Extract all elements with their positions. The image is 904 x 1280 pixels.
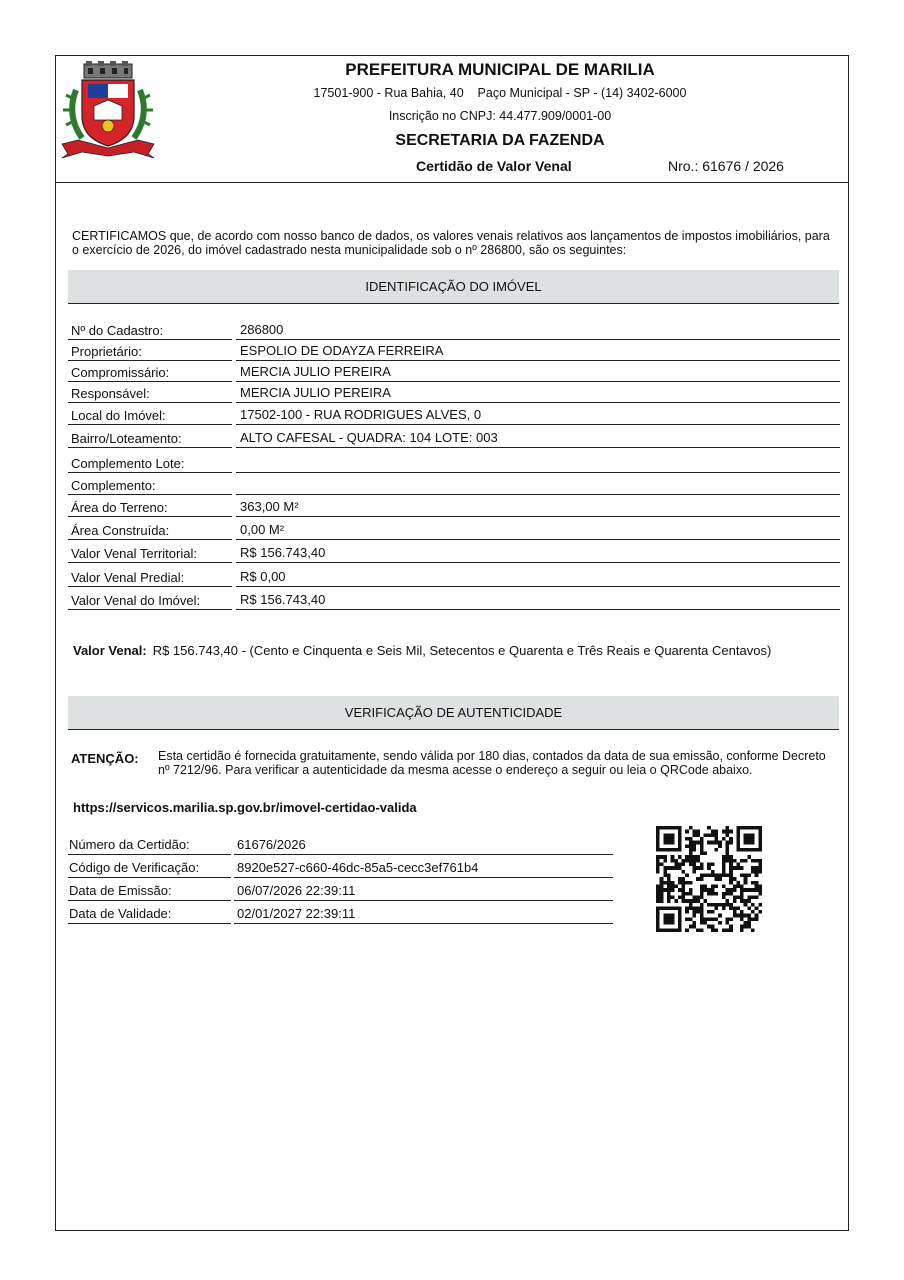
property-row (68, 473, 840, 495)
property-value: 17502-100 - RUA RODRIGUES ALVES, 0 (236, 405, 840, 425)
property-label: Bairro/Loteamento: (68, 428, 232, 448)
qr-code-icon[interactable] (656, 826, 762, 932)
verification-url[interactable]: https://servicos.marilia.sp.gov.br/imovel-certidao-valida (73, 800, 417, 815)
property-value: 363,00 M² (236, 497, 840, 517)
property-row (68, 339, 840, 361)
property-row (68, 426, 840, 448)
property-label: Área do Terreno: (68, 497, 232, 517)
property-label: Área Construída: (68, 520, 232, 540)
property-label: Complemento: (68, 475, 232, 495)
municipality-address: 17501-900 - Rua Bahia, 40 Paço Municipal - SP - (14) 3402-6000 (313, 86, 687, 100)
property-label: Compromissário: (68, 362, 232, 382)
property-value: MERCIA JULIO PEREIRA (236, 383, 840, 403)
secretaria-title: SECRETARIA DA FAZENDA (395, 132, 605, 149)
property-row (68, 451, 840, 473)
certificate-type: Certidão de Valor Venal (416, 158, 572, 174)
verification-value: 06/07/2026 22:39:11 (234, 881, 613, 901)
header-divider (55, 182, 849, 183)
property-row (68, 381, 840, 403)
property-label: Responsável: (68, 383, 232, 403)
property-value: R$ 0,00 (236, 567, 840, 587)
certificate-number: Nro.: 61676 / 2026 (668, 158, 784, 174)
valor-venal-line (73, 643, 771, 658)
verification-row (68, 856, 613, 878)
property-value: R$ 156.743,40 (236, 590, 840, 610)
property-label: Valor Venal Predial: (68, 567, 232, 587)
verification-row (68, 833, 613, 855)
verification-value: 02/01/2027 22:39:11 (234, 904, 613, 924)
property-row (68, 495, 840, 517)
property-label: Nº do Cadastro: (68, 320, 232, 340)
property-section-title: IDENTIFICAÇÃO DO IMÓVEL (68, 270, 839, 304)
municipality-cnpj: Inscrição no CNPJ: 44.477.909/0001-00 (388, 109, 612, 123)
property-value (236, 475, 840, 495)
property-row (68, 518, 840, 540)
verification-label: Código de Verificação: (68, 858, 231, 878)
property-row (68, 565, 840, 587)
property-row (68, 541, 840, 563)
property-label: Local do Imóvel: (68, 405, 232, 425)
property-value: ESPOLIO DE ODAYZA FERREIRA (236, 341, 840, 361)
valor-venal-text: R$ 156.743,40 - (Cento e Cinquenta e Seis Mil, Setecentos e Quarenta e Três Reais e Quarenta Centavos) (152, 643, 772, 658)
verification-label: Número da Certidão: (68, 835, 231, 855)
verification-row (68, 879, 613, 901)
property-label: Proprietário: (68, 341, 232, 361)
property-value: ALTO CAFESAL - QUADRA: 104 LOTE: 003 (236, 428, 840, 448)
verification-value: 8920e527-c660-46dc-85a5-cecc3ef761b4 (234, 858, 613, 878)
property-value (236, 453, 840, 473)
verification-label: Data de Emissão: (68, 881, 231, 901)
verification-value: 61676/2026 (234, 835, 613, 855)
property-value: 0,00 M² (236, 520, 840, 540)
property-row (68, 318, 840, 340)
verification-label: Data de Validade: (68, 904, 231, 924)
property-row (68, 588, 840, 610)
verification-row (68, 902, 613, 924)
intro-paragraph: CERTIFICAMOS que, de acordo com nosso banco de dados, os valores venais relativos aos lançamentos de impostos imobiliários, para o exercício de 2026, do imóvel cadastrado nesta municipalidade sob o nº 286800, são os seguintes: (72, 229, 830, 257)
property-label: Valor Venal do Imóvel: (68, 590, 232, 610)
property-label: Valor Venal Territorial: (68, 543, 232, 563)
attention-label: ATENÇÃO: (71, 751, 139, 766)
property-label: Complemento Lote: (68, 453, 232, 473)
municipality-title: PREFEITURA MUNICIPAL DE MARILIA (345, 60, 655, 79)
valor-venal-label: Valor Venal: (73, 643, 147, 658)
property-value: 286800 (236, 320, 840, 340)
verification-section-title: VERIFICAÇÃO DE AUTENTICIDADE (68, 696, 839, 730)
attention-text: Esta certidão é fornecida gratuitamente, sendo válida por 180 dias, contados da data de sua emissão, conforme Decreto nº 7212/96. Para verificar a autenticidade da mesma acesse o endereço a seguir ou leia o QRCode abaixo. (158, 749, 826, 777)
property-value: R$ 156.743,40 (236, 543, 840, 563)
property-value: MERCIA JULIO PEREIRA (236, 362, 840, 382)
property-row (68, 360, 840, 382)
property-row (68, 403, 840, 425)
